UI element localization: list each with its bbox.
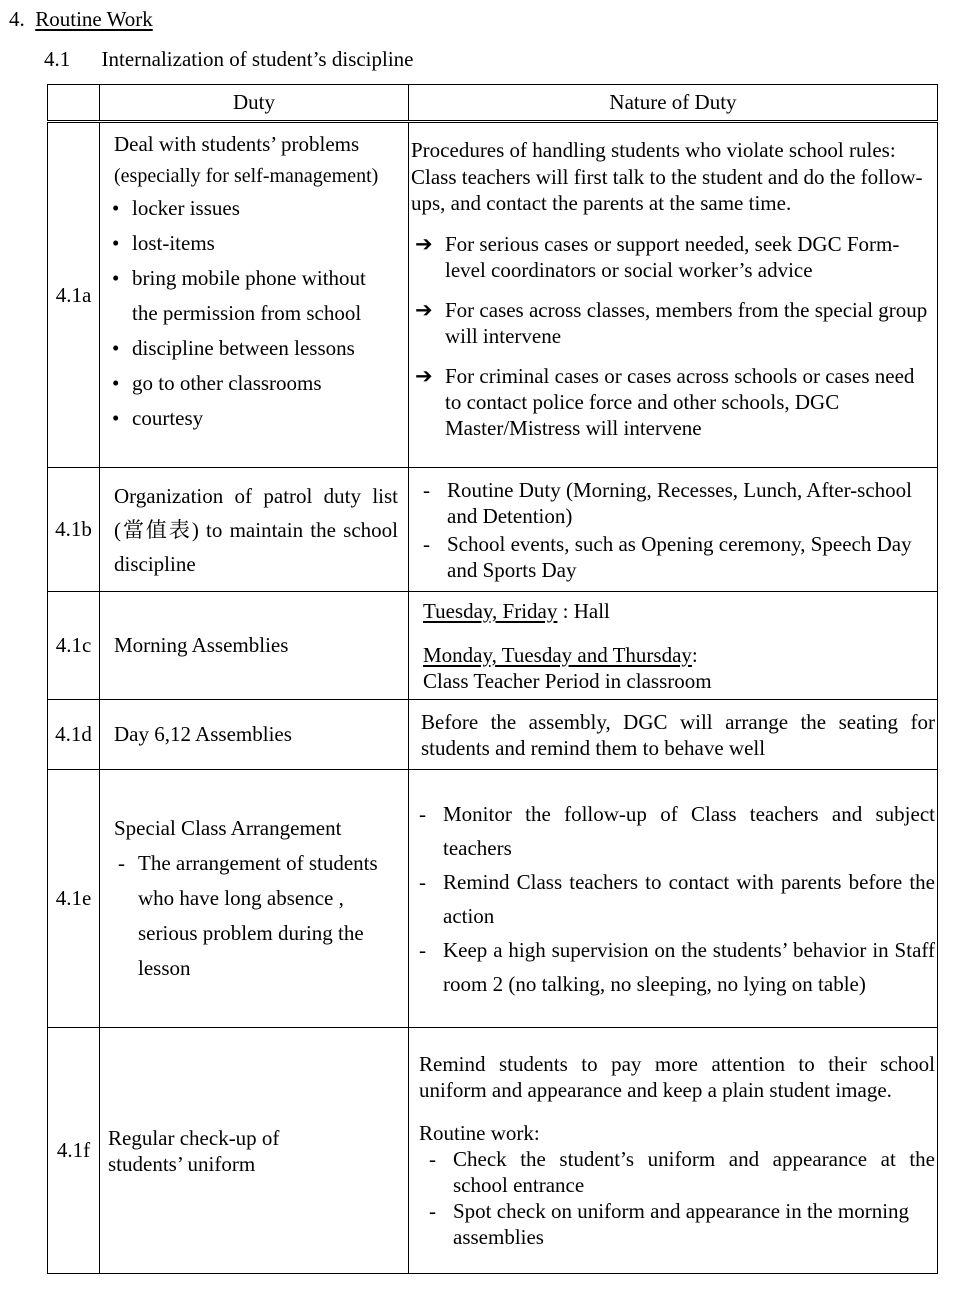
- list-item: - Remind Class teachers to contact with parents before the action: [419, 869, 935, 928]
- section-number: 4.: [9, 7, 25, 31]
- list-item: - Routine Duty (Morning, Recesses, Lunch, After-school and Detention): [423, 477, 912, 528]
- table-row: [48, 1028, 938, 1274]
- nature-cell: [409, 468, 938, 592]
- arrow-icon: ➔: [415, 231, 433, 256]
- duty-table: [47, 84, 938, 1274]
- table-row: [48, 700, 938, 770]
- nature-cell: [409, 122, 938, 468]
- nature-cell: [409, 770, 938, 1028]
- list-item: • discipline between lessons: [108, 331, 408, 366]
- nature-line: Tuesday, Friday : Hall: [423, 598, 610, 623]
- list-item: • lost-items: [108, 226, 408, 261]
- duty-title: Special Class Arrangement: [114, 816, 342, 840]
- duty-cell: [100, 592, 409, 700]
- list-item: - Check the student’s uniform and appearance at the school entrance: [429, 1147, 935, 1198]
- list-item: • go to other classrooms: [108, 366, 408, 401]
- row-code: 4.1e: [48, 770, 100, 1028]
- table-row: [48, 770, 938, 1028]
- duty-subtitle: (especially for self-management): [114, 165, 379, 187]
- list-item: - School events, such as Opening ceremony, Speech Day and Sports Day: [423, 531, 912, 582]
- row-code: 4.1f: [48, 1028, 100, 1274]
- header-code: [48, 85, 100, 122]
- subsection-number: 4.1: [44, 47, 71, 71]
- duty-cell: [100, 1028, 409, 1274]
- nature-line: Monday, Tuesday and Thursday:: [423, 642, 698, 667]
- table-header-row: [48, 85, 938, 122]
- list-item: ➔ For cases across classes, members from the special group will intervene: [415, 297, 928, 348]
- subsection-title: Internalization of student’s discipline: [101, 47, 414, 71]
- duty-cell: [100, 122, 409, 468]
- row-code: 4.1d: [48, 700, 100, 770]
- nature-intro: Procedures of handling students who violate school rules: Class teachers will first talk to the student and do the follow-ups, and contact the parents at the same time.: [411, 138, 923, 215]
- row-code: 4.1a: [48, 122, 100, 468]
- nature-cell: [409, 700, 938, 770]
- row-code: 4.1c: [48, 592, 100, 700]
- nature-line: Class Teacher Period in classroom: [423, 668, 712, 693]
- duty-text: Day 6,12 Assemblies: [114, 722, 292, 746]
- list-item: • courtesy: [108, 401, 408, 436]
- table-row: [48, 122, 938, 468]
- duty-text: Regular check-up of students’ uniform: [108, 1125, 280, 1176]
- section-heading: [9, 6, 153, 32]
- header-duty: Duty: [100, 85, 409, 122]
- arrow-icon: ➔: [415, 363, 433, 388]
- nature-intro: Remind students to pay more attention to their school uniform and appearance and keep a plain student image.: [419, 1051, 935, 1103]
- section-title: Routine Work: [35, 7, 153, 31]
- duty-cell: [100, 468, 409, 592]
- duty-text: Organization of patrol duty list (當值表) to maintain the school discipline: [114, 483, 398, 576]
- nature-text: Before the assembly, DGC will arrange the seating for students and remind them to behave well: [421, 709, 935, 760]
- table-row: [48, 468, 938, 592]
- nature-cell: [409, 592, 938, 700]
- subsection-heading: [44, 46, 414, 72]
- table-row: [48, 592, 938, 700]
- list-item: - Spot check on uniform and appearance in the morning assemblies: [429, 1199, 910, 1250]
- duty-cell: [100, 700, 409, 770]
- list-item: - Monitor the follow-up of Class teachers and subject teachers: [419, 801, 935, 860]
- duty-text: Morning Assemblies: [114, 633, 289, 657]
- list-item: • bring mobile phone without the permission from school: [108, 261, 408, 331]
- header-nature: Nature of Duty: [409, 85, 938, 122]
- list-item: ➔ For criminal cases or cases across schools or cases need to contact police force and other schools, DGC Master/Mistress will intervene: [415, 363, 915, 440]
- nature-cell: [409, 1028, 938, 1274]
- duty-sub: - The arrangement of students who have long absence , serious problem during the lesson: [118, 851, 378, 980]
- list-item: - Keep a high supervision on the students’ behavior in Staff room 2 (no talking, no sleeping, no lying on table): [419, 937, 935, 996]
- duty-cell: [100, 770, 409, 1028]
- row-code: 4.1b: [48, 468, 100, 592]
- list-item: ➔ For serious cases or support needed, seek DGC Form-level coordinators or social worker’s advice: [415, 231, 900, 282]
- arrow-icon: ➔: [415, 297, 433, 322]
- list-item: • locker issues: [108, 191, 408, 226]
- nature-sub-title: Routine work:: [419, 1120, 540, 1145]
- duty-title: Deal with students’ problems: [114, 132, 360, 156]
